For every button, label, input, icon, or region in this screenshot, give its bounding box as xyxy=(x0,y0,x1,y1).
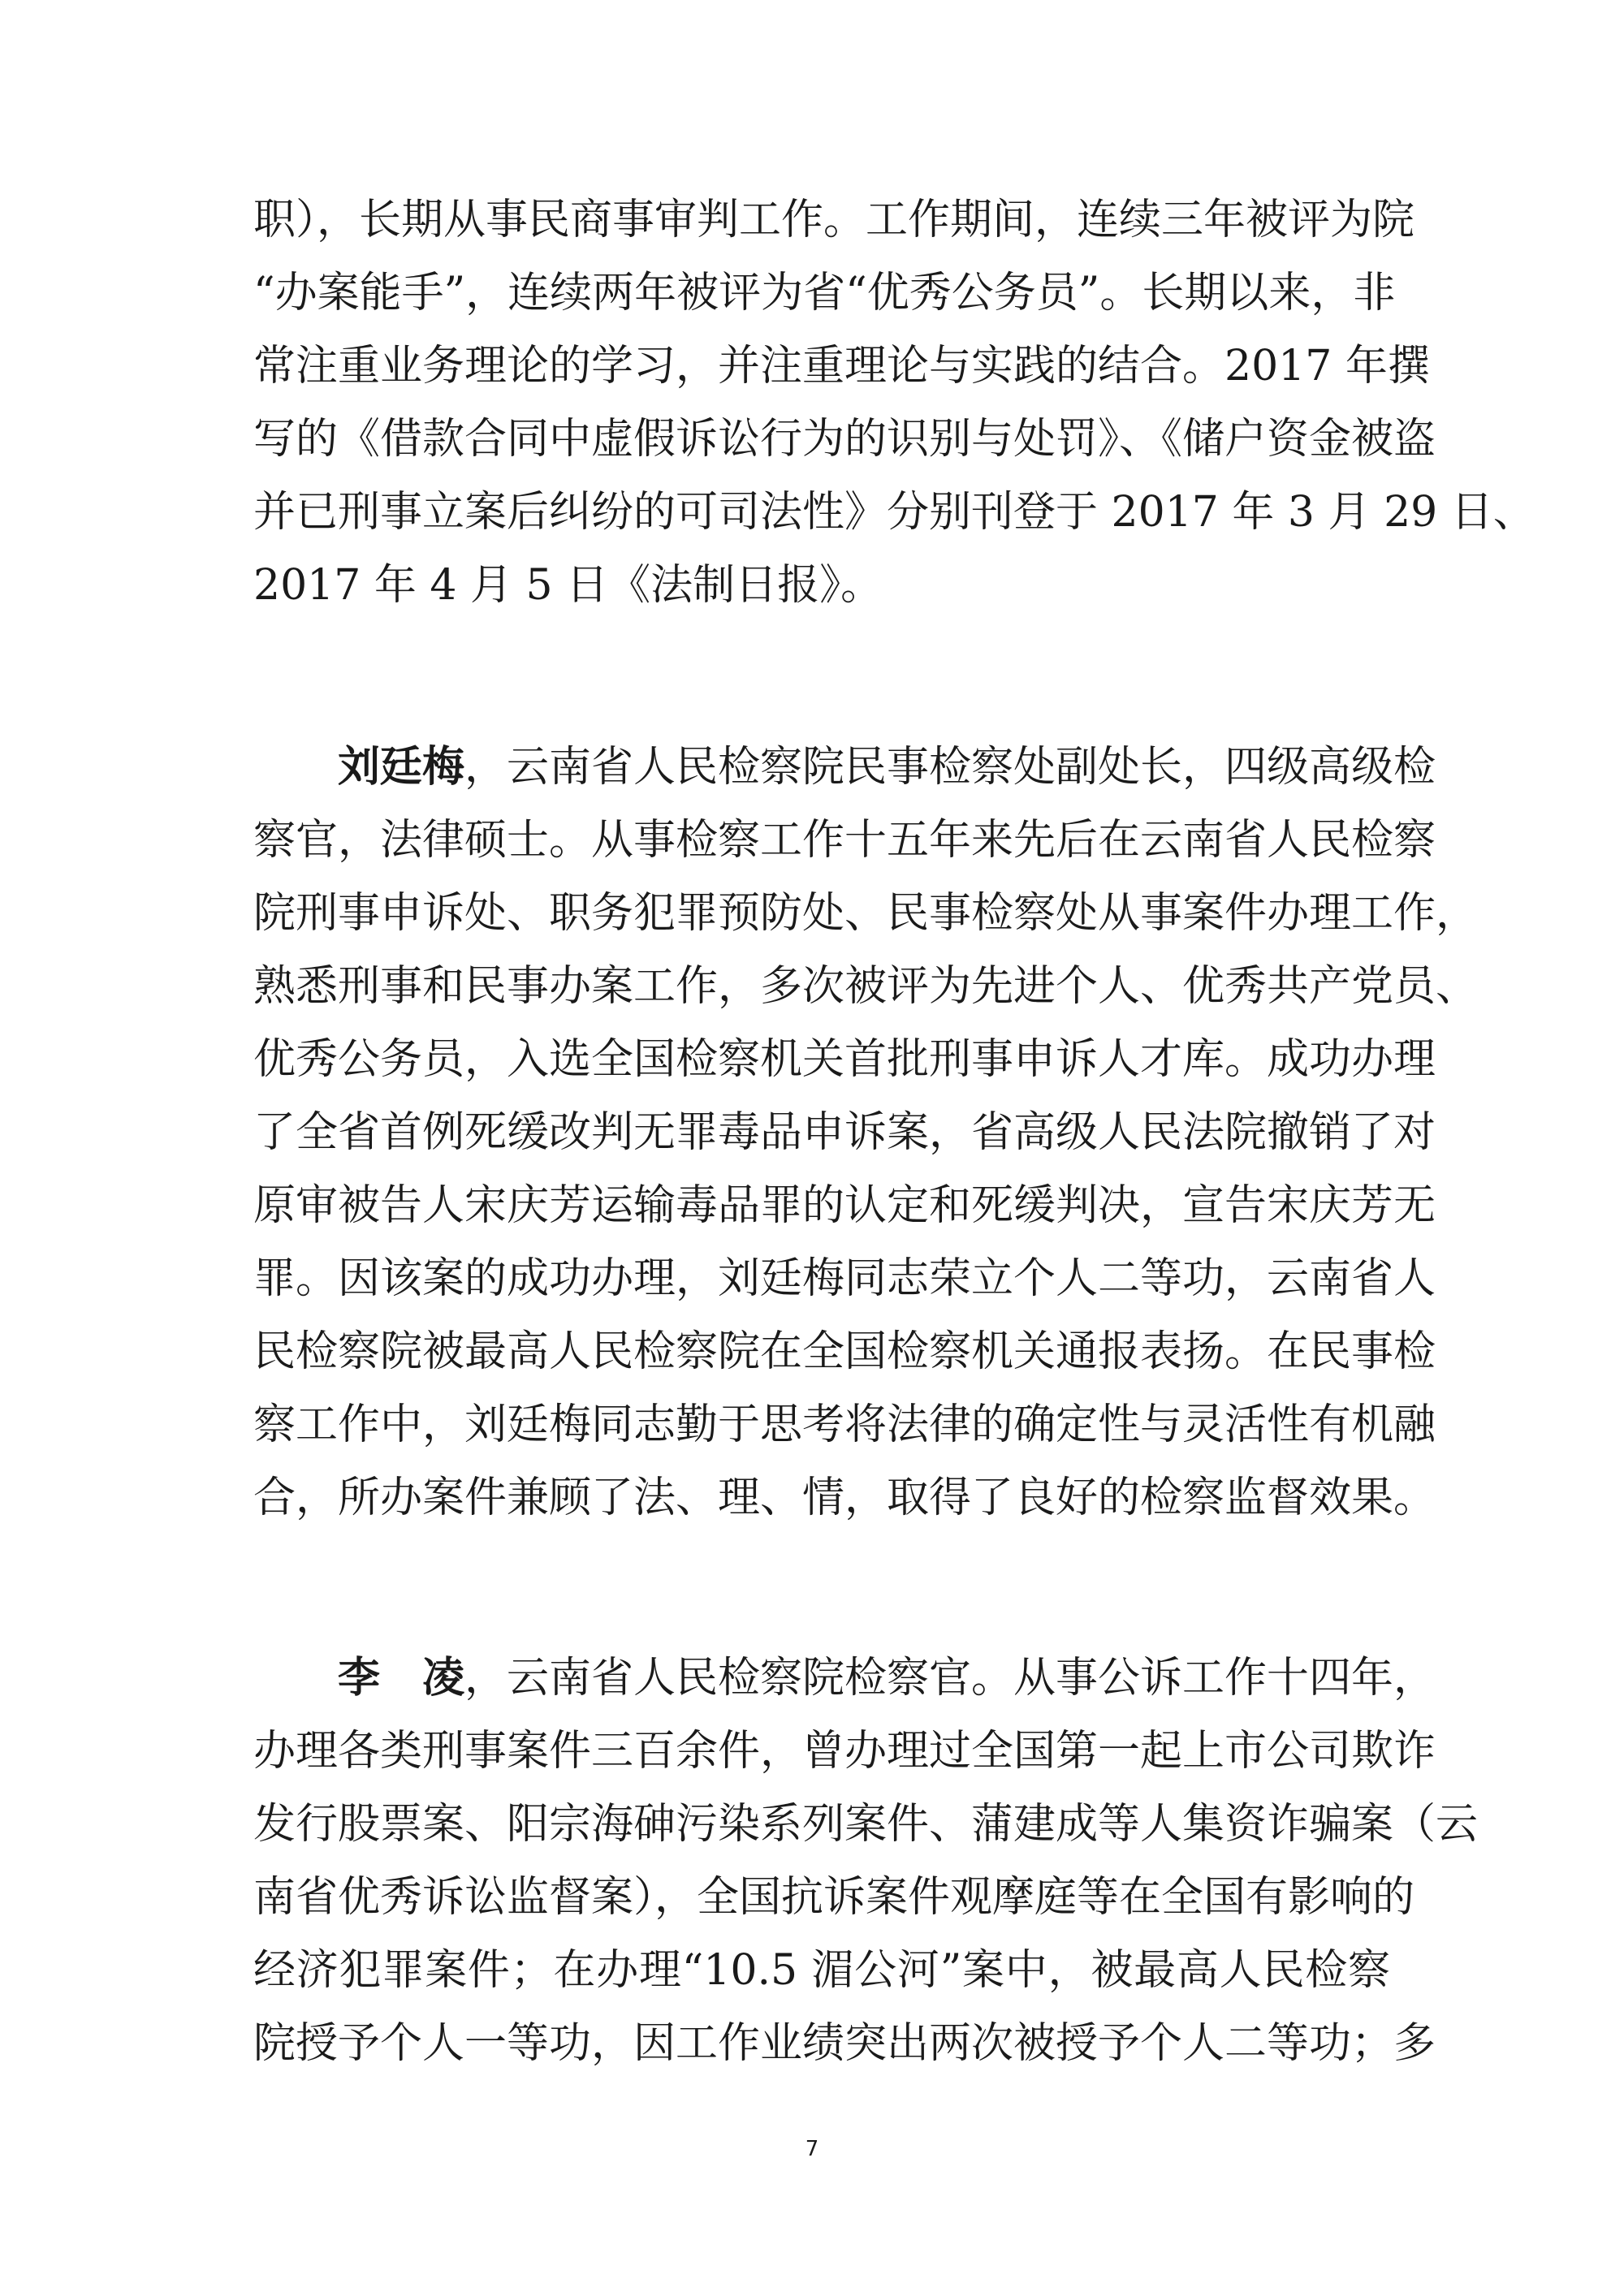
text-line-first xyxy=(253,1642,1436,1715)
text-line: 写的《借款合同中虚假诉讼行为的识别与处罚》、《储户资金被盗 xyxy=(253,415,1436,464)
text-line: 了全省首例死缓改判无罪毒品申诉案，省高级人民法院撤销了对 xyxy=(253,1108,1436,1157)
text-line: 原审被告人宋庆芳运输毒品罪的认定和死缓判决，宣告宋庆芳无 xyxy=(253,1181,1436,1230)
text-line: 民检察院被最高人民检察院在全国检察机关通报表扬。在民事检 xyxy=(253,1327,1436,1376)
text-line: 南省优秀诉讼监督案），全国抗诉案件观摩庭等在全国有影响的 xyxy=(253,1873,1415,1922)
text-line: 发行股票案、阳宗海砷污染系列案件、蒲建成等人集资诈骗案（云 xyxy=(253,1800,1479,1849)
text-line: 院刑事申诉处、职务犯罪预防处、民事检察处从事案件办理工作， xyxy=(253,889,1479,938)
text-line: 察工作中，刘廷梅同志勤于思考将法律的确定性与灵活性有机融 xyxy=(253,1400,1436,1449)
person-name: 刘廷梅 xyxy=(338,743,465,792)
text-line: 办理各类刑事案件三百余件，曾办理过全国第一起上市公司欺诈 xyxy=(253,1727,1436,1776)
text-line: 熟悉刑事和民事办案工作，多次被评为先进个人、优秀共产党员、 xyxy=(253,962,1479,1011)
page-number: 7 xyxy=(805,2137,819,2161)
text-run: ，云南省人民检察院民事检察处副处长，四级高级检 xyxy=(464,743,1436,792)
text-line-first xyxy=(253,731,1436,804)
text-line: 察官，法律硕士。从事检察工作十五年来先后在云南省人民检察 xyxy=(253,816,1436,865)
text-line: 合，所办案件兼顾了法、理、情，取得了良好的检察监督效果。 xyxy=(253,1474,1436,1522)
text-line: “办案能手”，连续两年被评为省“优秀公务员”。长期以来，非 xyxy=(253,269,1396,317)
text-line: 优秀公务员，入选全国检察机关首批刑事申诉人才库。成功办理 xyxy=(253,1035,1436,1084)
text-line: 罪。因该案的成功办理，刘廷梅同志荣立个人二等功，云南省人 xyxy=(253,1254,1436,1303)
text-line: 并已刑事立案后纠纷的可司法性》分别刊登于 2017 年 3 月 29 日、 xyxy=(253,488,1535,537)
text-line: 院授予个人一等功，因工作业绩突出两次被授予个人二等功；多 xyxy=(253,2019,1436,2068)
text-run: ，云南省人民检察院检察官。从事公诉工作十四年， xyxy=(464,1654,1436,1703)
text-line: 常注重业务理论的学习，并注重理论与实践的结合。2017 年撰 xyxy=(253,342,1430,391)
text-line: 职），长期从事民商事审判工作。工作期间，连续三年被评为院 xyxy=(253,196,1415,244)
text-line: 经济犯罪案件；在办理“10.5 湄公河”案中，被最高人民检察 xyxy=(253,1946,1390,1995)
person-name: 李 凌 xyxy=(338,1654,465,1703)
text-line: 2017 年 4 月 5 日《法制日报》。 xyxy=(253,561,883,610)
